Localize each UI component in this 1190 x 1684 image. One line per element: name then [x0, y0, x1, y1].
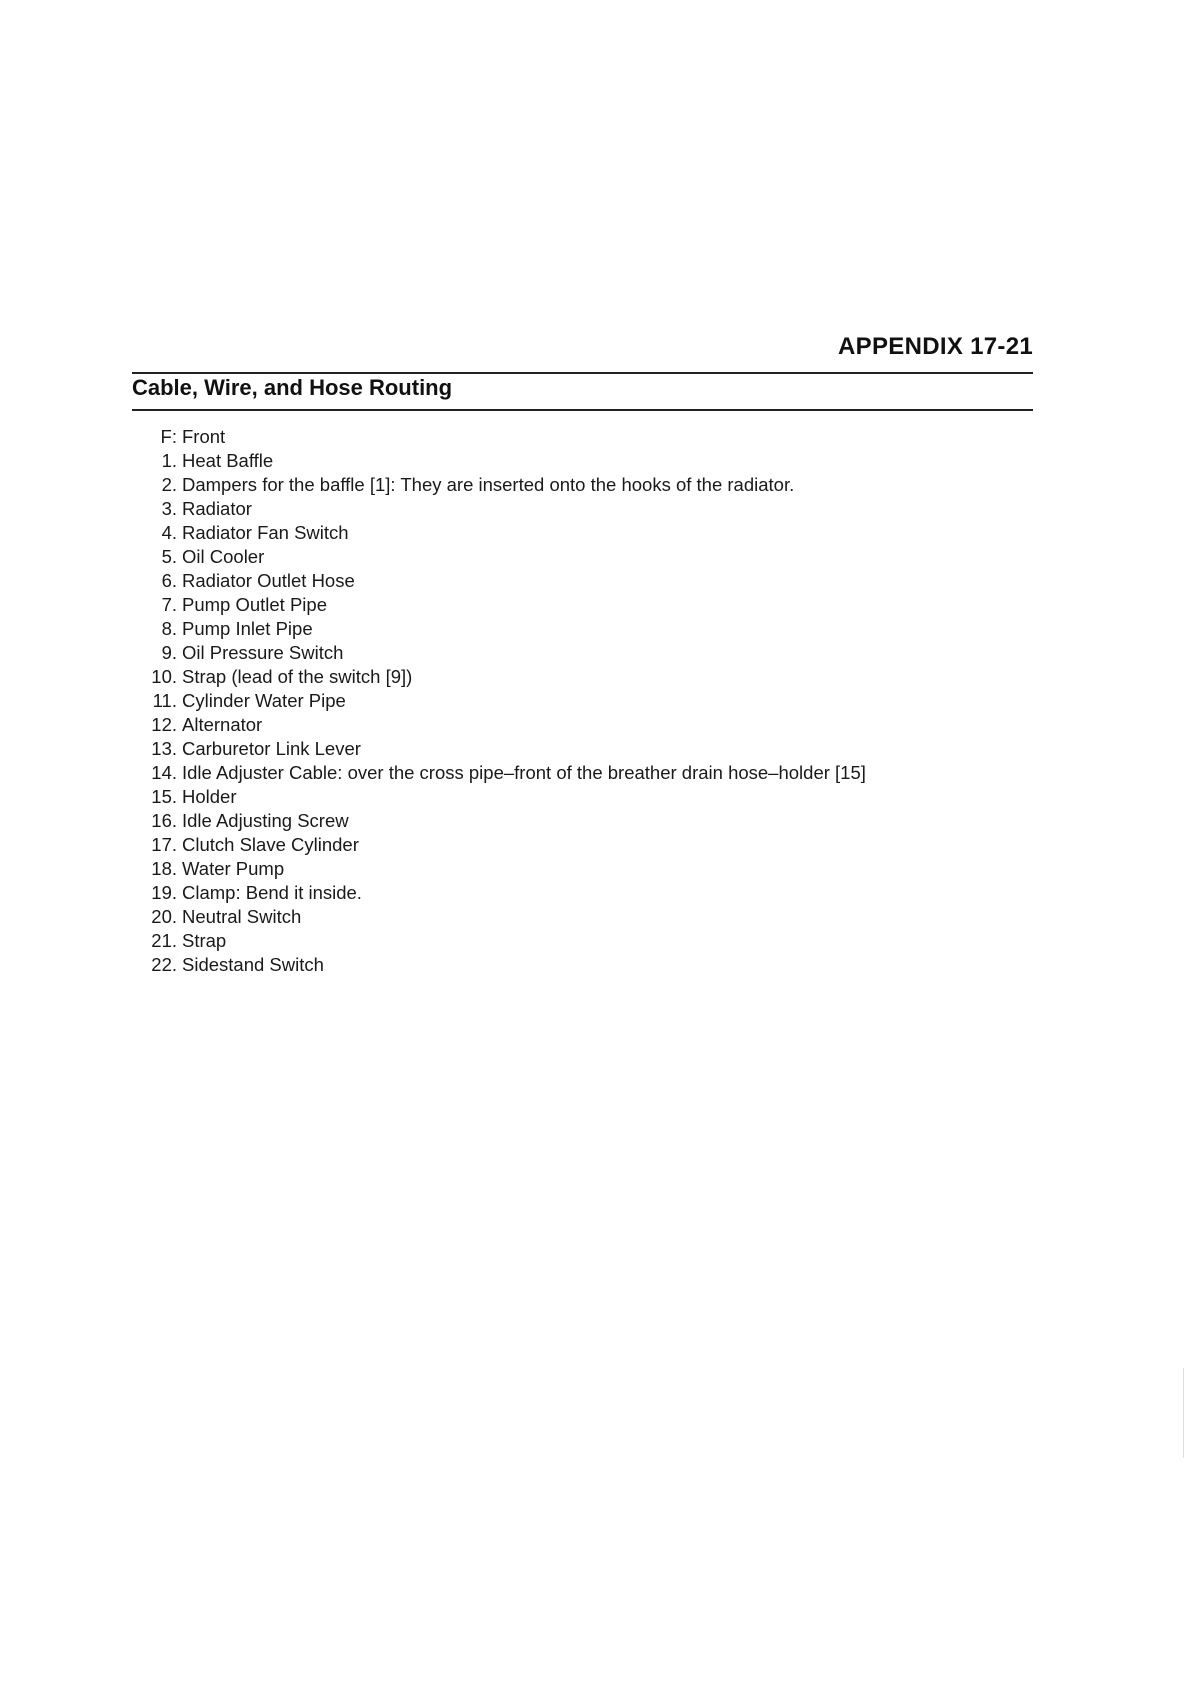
legend-item-text: Strap (lead of the switch [9]) [182, 666, 413, 687]
scan-edge-mark [1183, 1368, 1184, 1458]
legend-item-text: Oil Pressure Switch [182, 642, 344, 663]
legend-item [140, 953, 866, 977]
legend-item-number: 21. [151, 930, 177, 951]
legend-item-text: Cylinder Water Pipe [182, 690, 346, 711]
legend-item [140, 881, 866, 905]
legend-item-text: Neutral Switch [182, 906, 302, 927]
legend-item [140, 641, 866, 665]
legend-item-number: 17. [151, 834, 177, 855]
legend-item-number: 12. [151, 714, 177, 735]
legend-item-number: 16. [151, 810, 177, 831]
legend-item-number: 20. [151, 906, 177, 927]
legend-item-number: 1. [161, 450, 177, 471]
legend-item-text: Sidestand Switch [182, 954, 324, 975]
legend-item-text: Radiator [182, 498, 252, 519]
legend-item [140, 473, 866, 497]
legend-item [140, 545, 866, 569]
legend-item [140, 833, 866, 857]
legend-item [140, 497, 866, 521]
legend-item-text: Radiator Fan Switch [182, 522, 349, 543]
legend-item-text: Dampers for the baffle [1]: They are inserted onto the hooks of the radiator. [182, 474, 795, 495]
legend-item-text: Clamp: Bend it inside. [182, 882, 362, 903]
legend-item [140, 905, 866, 929]
legend-item-number: 2. [161, 474, 177, 495]
legend-item-text: Strap [182, 930, 227, 951]
legend-item-number: 4. [161, 522, 177, 543]
legend-item-text: Holder [182, 786, 237, 807]
legend-item [140, 809, 866, 833]
legend-item-number: 9. [161, 642, 177, 663]
legend-item [140, 665, 866, 689]
legend-item-text: Front [182, 426, 226, 447]
header-rule-bottom [132, 409, 1033, 411]
legend-item-text: Water Pump [182, 858, 285, 879]
legend-item-number: 11. [152, 690, 177, 711]
legend-item [140, 521, 866, 545]
legend-item [140, 449, 866, 473]
page-header: APPENDIX 17-21 [838, 333, 1033, 360]
legend-item [140, 761, 866, 785]
legend-item [140, 593, 866, 617]
legend-item-number: 6. [161, 570, 177, 591]
legend-item-number: 3. [161, 498, 177, 519]
legend-item-text: Carburetor Link Lever [182, 738, 361, 759]
legend-item-number: 19. [151, 882, 177, 903]
legend-item [140, 713, 866, 737]
legend-item [140, 425, 866, 449]
legend-item [140, 737, 866, 761]
legend-item-number: 13. [151, 738, 177, 759]
legend-item [140, 929, 866, 953]
legend-item-text: Idle Adjusting Screw [182, 810, 349, 831]
header-rule-top [132, 372, 1033, 374]
legend-item-number: 18. [151, 858, 177, 879]
legend-item-text: Pump Inlet Pipe [182, 618, 313, 639]
legend-item-number: 15. [151, 786, 177, 807]
legend-item [140, 689, 866, 713]
section-title: Cable, Wire, and Hose Routing [132, 375, 453, 400]
legend-item-number: F: [160, 426, 177, 447]
legend-item [140, 785, 866, 809]
legend-item-number: 8. [161, 618, 177, 639]
legend-item-number: 14. [151, 762, 177, 783]
legend-item-number: 10. [151, 666, 177, 687]
legend-item-number: 22. [151, 954, 177, 975]
legend-item-text: Alternator [182, 714, 263, 735]
parts-legend [140, 425, 866, 977]
legend-item [140, 617, 866, 641]
legend-item-text: Pump Outlet Pipe [182, 594, 327, 615]
legend-item [140, 857, 866, 881]
legend-item-text: Clutch Slave Cylinder [182, 834, 359, 855]
legend-item-number: 7. [161, 594, 177, 615]
legend-item-text: Radiator Outlet Hose [182, 570, 355, 591]
legend-item [140, 569, 866, 593]
legend-item-number: 5. [161, 546, 177, 567]
legend-item-text: Heat Baffle [182, 450, 274, 471]
legend-item-text: Oil Cooler [182, 546, 265, 567]
legend-item-text: Idle Adjuster Cable: over the cross pipe–front of the breather drain hose–holder [15] [182, 762, 866, 783]
